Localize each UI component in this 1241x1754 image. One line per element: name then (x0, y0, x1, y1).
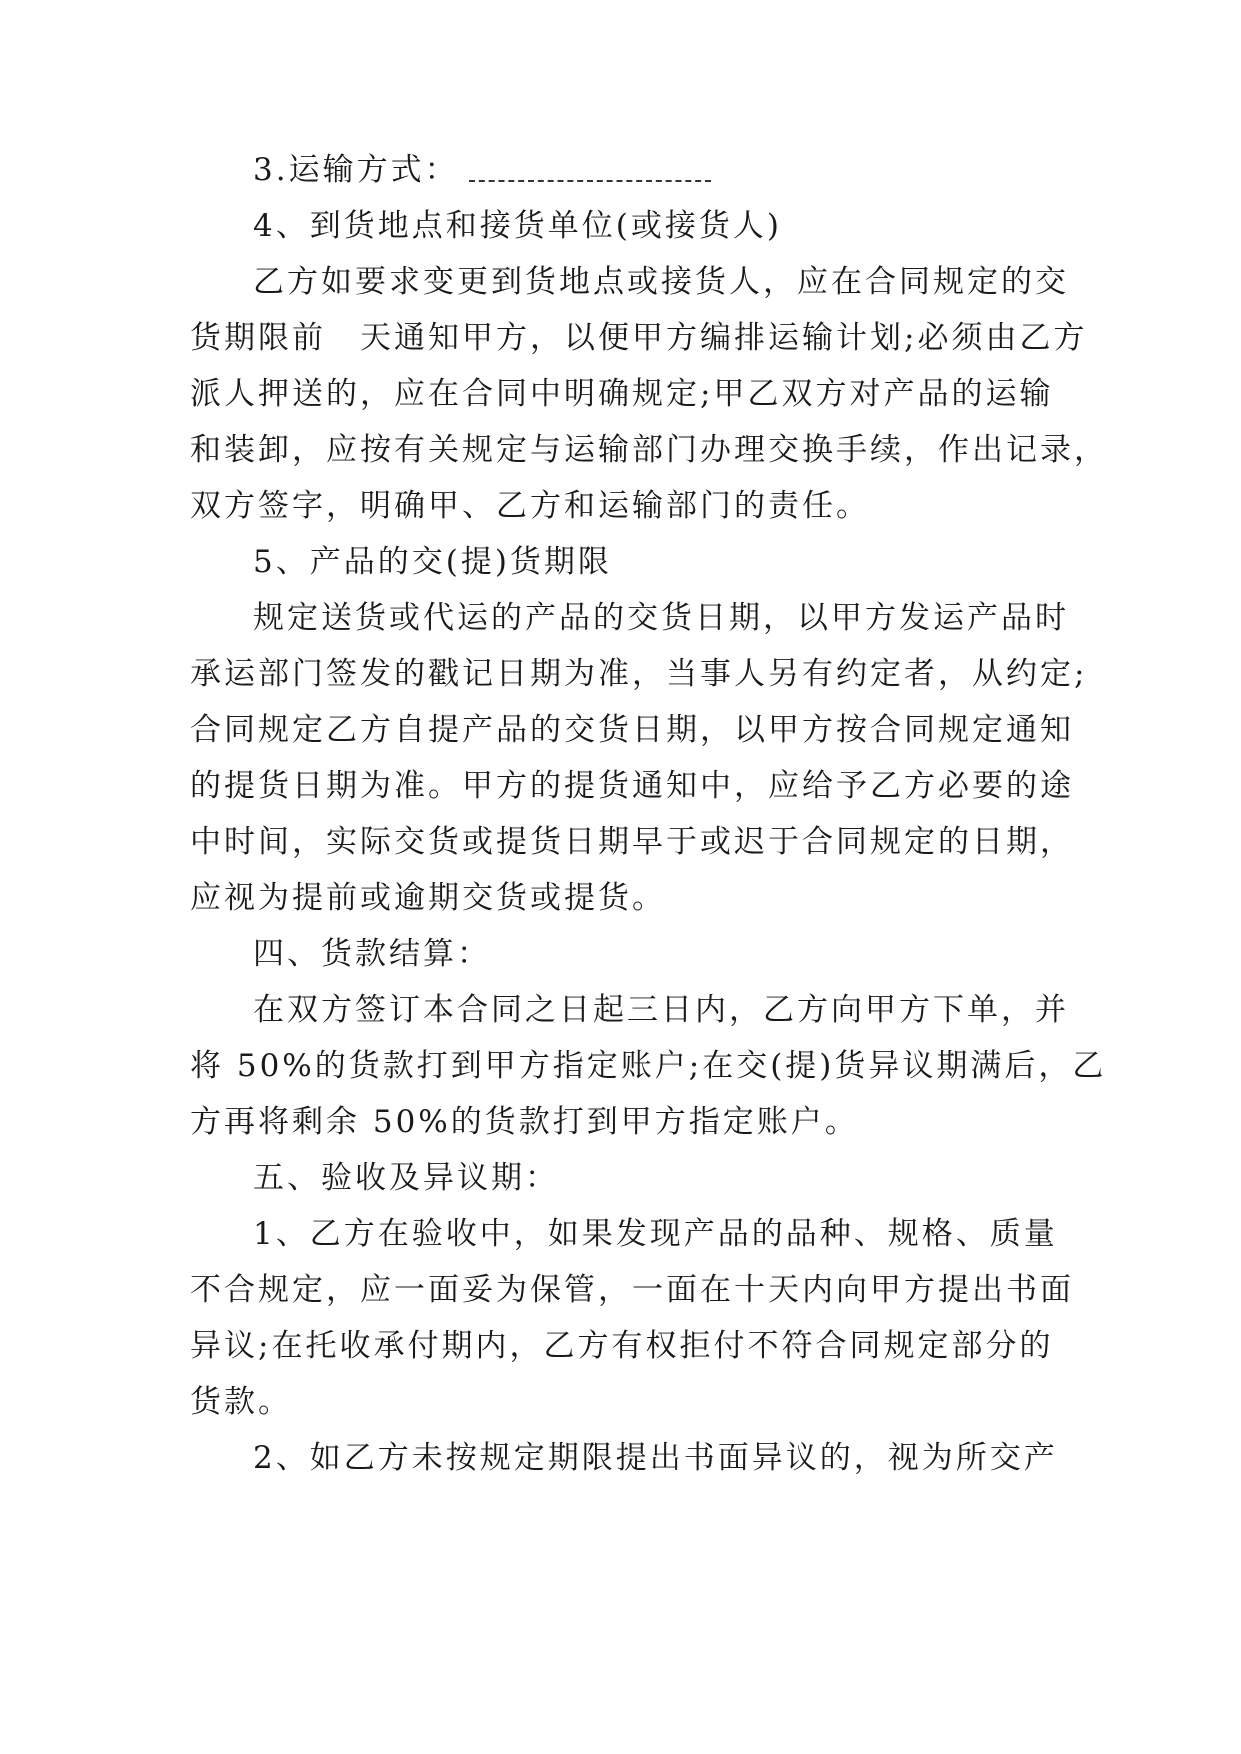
text-line: 中时间，实际交货或提货日期早于或迟于合同规定的日期， (190, 824, 1074, 860)
text-line: 和装卸，应按有关规定与运输部门办理交换手续，作出记录， (190, 432, 1108, 468)
text-line: 将 50%的货款打到甲方指定账户;在交(提)货异议期满后，乙 (190, 1048, 1107, 1084)
text-line: 异议;在托收承付期内，乙方有权拒付不符合同规定部分的 (190, 1328, 1054, 1364)
text-line: 1、乙方在验收中，如果发现产品的品种、规格、质量 (253, 1216, 1058, 1252)
text-line: 承运部门签发的戳记日期为准，当事人另有约定者，从约定; (190, 656, 1088, 692)
text-line: 合同规定乙方自提产品的交货日期，以甲方按合同规定通知 (190, 712, 1074, 748)
text-line: 规定送货或代运的产品的交货日期，以甲方发运产品时 (253, 600, 1069, 636)
text-span: 3.运输方式： (253, 152, 459, 188)
text-line: 5、产品的交(提)货期限 (253, 544, 612, 580)
text-line: 方再将剩余 50%的货款打到甲方指定账户。 (190, 1104, 859, 1140)
text-line: 货款。 (190, 1384, 292, 1420)
text-line: 货期限前 天通知甲方，以便甲方编排运输计划;必须由乙方 (190, 320, 1088, 356)
text-line (253, 150, 1133, 190)
text-line: 双方签字，明确甲、乙方和运输部门的责任。 (190, 488, 870, 524)
text-line: 的提货日期为准。甲方的提货通知中，应给予乙方必要的途 (190, 768, 1074, 804)
fill-in-blank (469, 178, 711, 182)
text-line: 五、验收及异议期： (253, 1160, 559, 1196)
text-line: 乙方如要求变更到货地点或接货人，应在合同规定的交 (253, 264, 1069, 300)
text-line: 四、货款结算： (253, 936, 491, 972)
text-line: 派人押送的，应在合同中明确规定;甲乙双方对产品的运输 (190, 376, 1054, 412)
text-line: 4、到货地点和接货单位(或接货人) (253, 208, 782, 244)
text-line: 应视为提前或逾期交货或提货。 (190, 880, 666, 916)
text-line: 2、如乙方未按规定期限提出书面异议的，视为所交产 (253, 1440, 1058, 1476)
text-line: 在双方签订本合同之日起三日内，乙方向甲方下单，并 (253, 992, 1069, 1028)
text-line: 不合规定，应一面妥为保管，一面在十天内向甲方提出书面 (190, 1272, 1074, 1308)
